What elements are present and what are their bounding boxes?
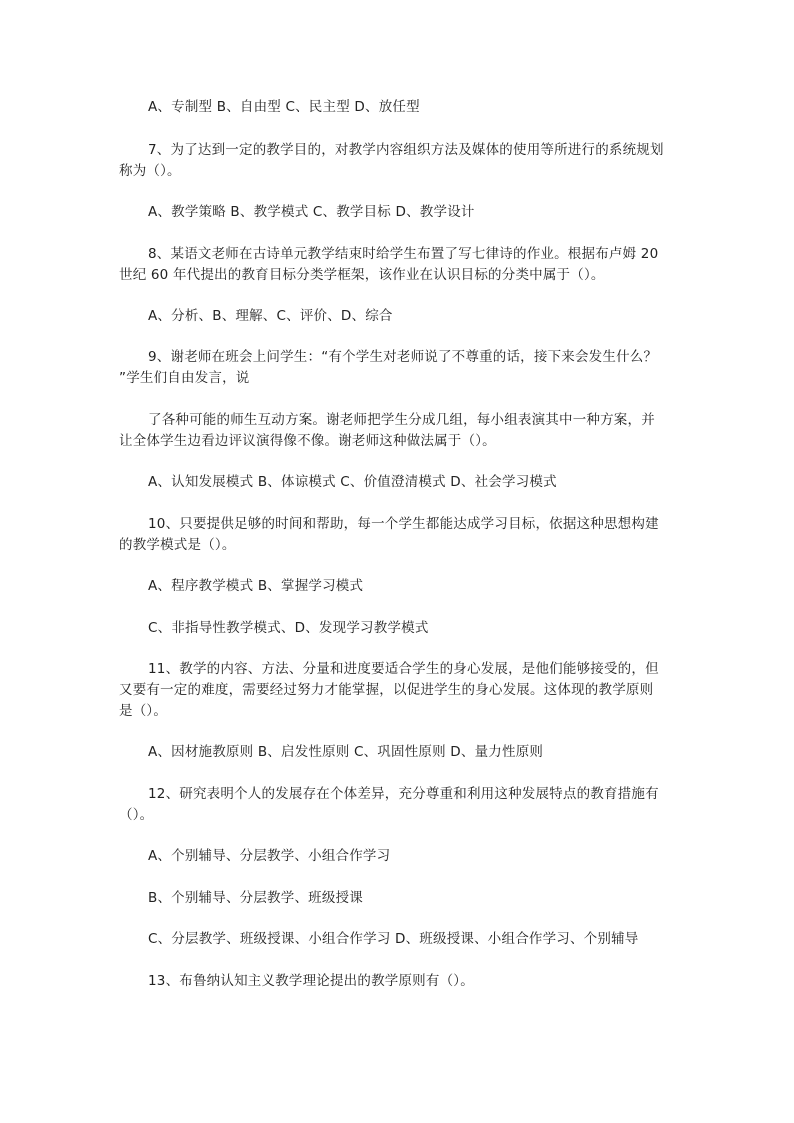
q7-stem-cont: 称为（）。 [119,163,181,179]
q7-options: A、教学策略 B、教学模式 C、教学目标 D、教学设计 [148,204,475,220]
q10-options-ab: A、程序教学模式 B、掌握学习模式 [148,578,364,594]
q6-options: A、专制型 B、自由型 C、民主型 D、放任型 [148,99,420,115]
q11-options: A、因材施教原则 B、启发性原则 C、巩固性原则 D、量力性原则 [148,744,544,760]
q12-option-a: A、个别辅导、分层教学、小组合作学习 [148,848,391,864]
q10-stem: 10、只要提供足够的时间和帮助，每一个学生都能达成学习目标，依据这种思想构建 [148,516,659,532]
q9-stem-para-cont: 让全体学生边看边评议演得像不像。谢老师这种做法属于（）。 [119,433,496,449]
q7-stem: 7、为了达到一定的教学目的，对教学内容组织方法及媒体的使用等所进行的系统规划 [148,142,664,158]
q8-stem: 8、某语文老师在古诗单元教学结束时给学生布置了写七律诗的作业。根据布卢姆 20 [148,246,659,262]
q10-options-cd: C、非指导性教学模式、D、发现学习教学模式 [148,620,429,636]
q9-options: A、认知发展模式 B、体谅模式 C、价值澄清模式 D、社会学习模式 [148,474,557,490]
q9-stem-cont: ”学生们自由发言，说 [119,370,250,386]
q8-options: A、分析、B、理解、C、评价、D、综合 [148,308,393,324]
q12-stem: 12、研究表明个人的发展存在个体差异，充分尊重和利用这种发展特点的教育措施有 [148,786,659,802]
q12-option-b: B、个别辅导、分层教学、班级授课 [148,890,363,906]
q13-stem: 13、布鲁纳认知主义教学理论提出的教学原则有（）。 [148,973,474,989]
q9-stem-para: 了各种可能的师生互动方案。谢老师把学生分成几组，每小组表演其中一种方案，并 [148,412,655,428]
q10-stem-cont: 的教学模式是（）。 [119,537,236,553]
q11-stem-cont-2: 是（）。 [119,703,168,719]
q12-option-cd: C、分层教学、班级授课、小组合作学习 D、班级授课、小组合作学习、个别辅导 [148,931,639,947]
q12-stem-cont: （）。 [119,807,154,823]
q9-stem: 9、谢老师在班会上问学生：“有个学生对老师说了不尊重的话，接下来会发生什么？ [148,349,658,365]
q11-stem: 11、教学的内容、方法、分量和进度要适合学生的身心发展，是他们能够接受的，但 [148,661,659,677]
q11-stem-cont-1: 又要有一定的难度，需要经过努力才能掌握，以促进学生的身心发展。这体现的教学原则 [119,682,654,698]
q8-stem-cont: 世纪 60 年代提出的教育目标分类学框架，该作业在认识目标的分类中属于（）。 [119,267,605,283]
